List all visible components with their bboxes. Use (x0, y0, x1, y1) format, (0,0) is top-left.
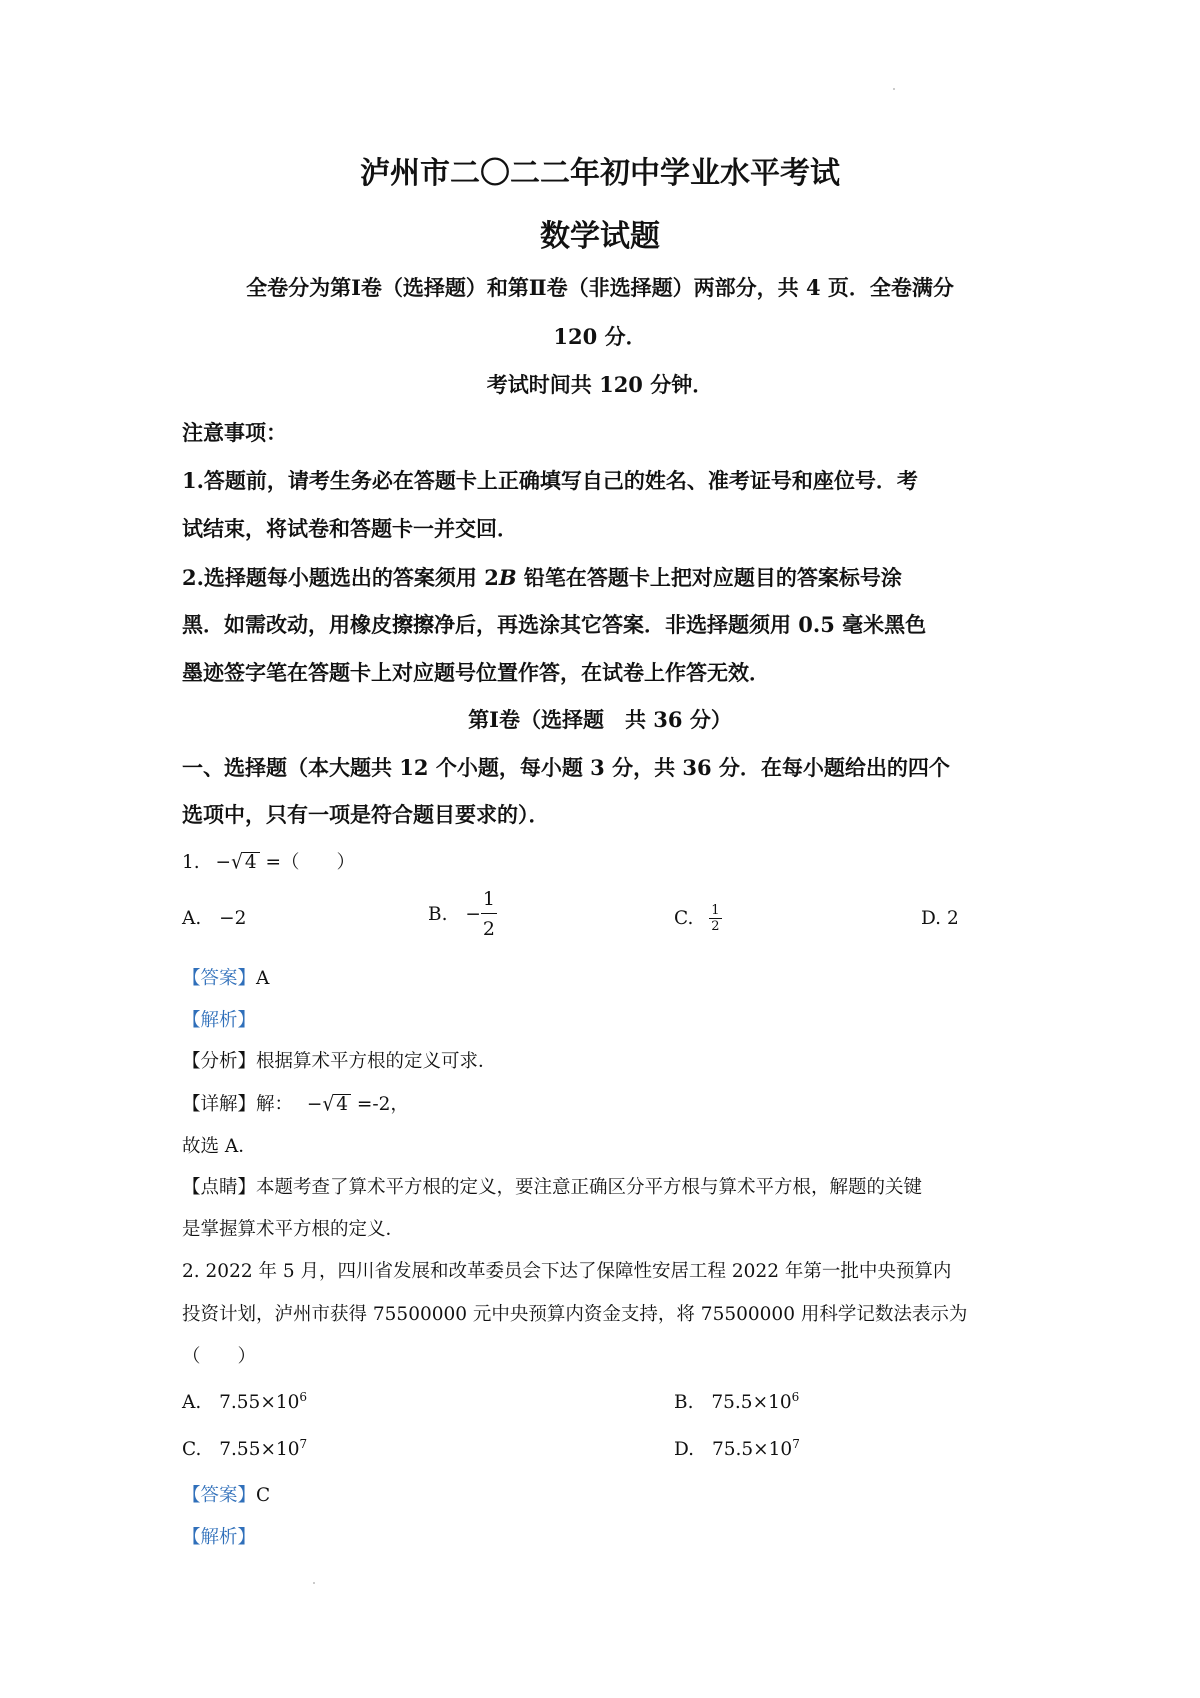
q2-answer-value: C (256, 1485, 271, 1506)
section-heading-line2: 选项中，只有一项是符合题目要求的）． (182, 802, 550, 827)
q1-option-b-denominator: 2 (482, 918, 495, 940)
q2-option-d-label: D. (674, 1439, 695, 1461)
q1-analysis-tag: 【解析】 (182, 1010, 257, 1031)
exam-title: 泸州市二〇二二年初中学业水平考试 (360, 156, 840, 191)
q1-option-b-numerator: 1 (481, 890, 497, 914)
section-title: 第Ⅰ卷（选择题 共 36 分） (468, 707, 732, 732)
note-2-pencil-letter: B (498, 565, 517, 590)
q1-xiangjie-radicand: 4 (334, 1094, 351, 1114)
q1-xiangjie-minus: − (306, 1094, 323, 1115)
notes-heading: 注意事项： (182, 420, 287, 445)
q2-option-b-exponent: 6 (791, 1390, 800, 1404)
q1-guxuan: 故选 A． (182, 1136, 257, 1157)
q1-option-b-label: B. (428, 904, 448, 925)
note-2-text-a: 2.选择题每小题选出的答案须用 2 (182, 565, 499, 590)
scan-speck (893, 88, 895, 90)
q1-equals-blank: =（ ） (265, 852, 356, 873)
q1-answer-tag: 【答案】 (182, 968, 257, 989)
q1-stem (182, 848, 355, 874)
note-1-line1: 1.答题前，请考生务必在答题卡上正确填写自己的姓名、准考证号和座位号．考 (182, 468, 918, 493)
note-2-line3: 墨迹签字笔在答题卡上对应题号位置作答，在试卷上作答无效． (182, 660, 770, 685)
q2-option-b-base: 75.5×10 (711, 1392, 792, 1414)
q1-minus: − (215, 852, 232, 873)
exam-subtitle: 数学试题 (540, 219, 660, 254)
q1-option-c (674, 904, 722, 933)
q1-number: 1. (182, 852, 200, 873)
q1-option-c-label: C. (674, 908, 694, 929)
q1-option-c-numerator: 1 (711, 903, 720, 918)
q2-stem-line1: 2. 2022 年 5 月，四川省发展和改革委员会下达了保障性安居工程 2022 年第一批中央预算内 (182, 1261, 952, 1282)
q2-option-a-exponent: 6 (299, 1390, 308, 1404)
q1-dianjing-tag: 【点睛】 (182, 1177, 257, 1198)
q1-xiangjie (182, 1090, 409, 1116)
q1-xiangjie-result: =-2， (356, 1094, 409, 1115)
q1-option-a-value: −2 (219, 908, 247, 929)
q2-option-a-label: A. (182, 1392, 202, 1414)
note-2-line2: 黑．如需改动，用橡皮擦擦净后，再选涂其它答案．非选择题须用 0.5 毫米黑色 (182, 612, 927, 637)
q1-fenxi (182, 1047, 497, 1073)
exam-intro-line1: 全卷分为第Ⅰ卷（选择题）和第Ⅱ卷（非选择题）两部分，共 4 页．全卷满分 (246, 275, 954, 300)
q2-option-c-exponent: 7 (299, 1437, 308, 1451)
q1-option-a (182, 908, 246, 929)
q2-option-b (674, 1390, 799, 1413)
q2-answer-tag: 【答案】 (182, 1485, 257, 1506)
section-heading-line1: 一、选择题（本大题共 12 个小题，每小题 3 分，共 36 分．在每小题给出的四个 (182, 755, 950, 780)
q1-dianjing-line1 (182, 1173, 922, 1199)
q1-xiangjie-text: 解： (256, 1094, 294, 1115)
q1-dianjing-text: 本题考查了算术平方根的定义，要注意正确区分平方根与算术平方根，解题的关键 (256, 1177, 923, 1198)
note-2-line1 (182, 562, 902, 592)
q1-option-c-denominator: 2 (711, 919, 720, 934)
exam-time: 考试时间共 120 分钟． (486, 372, 714, 397)
sqrt-icon: √ (231, 850, 243, 875)
q1-fenxi-tag: 【分析】 (182, 1051, 257, 1072)
q1-option-c-fraction (709, 904, 721, 933)
q1-answer-value: A (256, 968, 270, 989)
q1-fenxi-text: 根据算术平方根的定义可求． (256, 1051, 497, 1072)
q2-option-a-base: 7.55×10 (219, 1392, 300, 1414)
q1-xiangjie-tag: 【详解】 (182, 1094, 257, 1115)
sqrt-icon: √ (322, 1092, 335, 1117)
exam-intro-line2: 120 分． (553, 324, 647, 349)
q2-option-c-base: 7.55×10 (219, 1439, 300, 1461)
q2-answer (182, 1481, 270, 1507)
q2-option-c (182, 1437, 307, 1460)
note-1-line2: 试结束，将试卷和答题卡一并交回． (182, 516, 518, 541)
q2-option-a (182, 1390, 307, 1413)
q1-option-b-fraction (481, 890, 497, 939)
q1-radicand: 4 (243, 852, 260, 872)
q1-option-d-value: 2 (946, 908, 959, 929)
q1-option-b-sign: − (465, 904, 481, 925)
q2-option-d (674, 1437, 800, 1460)
q1-option-d (921, 908, 959, 929)
q2-option-d-exponent: 7 (792, 1437, 800, 1451)
q2-option-c-label: C. (182, 1439, 202, 1461)
q2-stem-line2: 投资计划，泸州市获得 75500000 元中央预算内资金支持，将 75500000 用科学记数法表示为 (182, 1304, 968, 1325)
note-2-text-c: 铅笔在答题卡上把对应题目的答案标号涂 (516, 565, 902, 590)
q1-option-b (428, 890, 497, 939)
q1-answer (182, 964, 269, 990)
scan-speck (313, 1582, 315, 1584)
q1-option-a-label: A. (182, 908, 202, 929)
q2-analysis-tag: 【解析】 (182, 1527, 257, 1548)
q2-option-b-label: B. (674, 1392, 694, 1414)
q2-option-d-base: 75.5×10 (711, 1439, 793, 1461)
q1-option-d-label: D. (921, 908, 942, 929)
q1-dianjing-line2: 是掌握算术平方根的定义． (182, 1219, 405, 1240)
q2-stem-line3: （ ） (182, 1346, 257, 1367)
